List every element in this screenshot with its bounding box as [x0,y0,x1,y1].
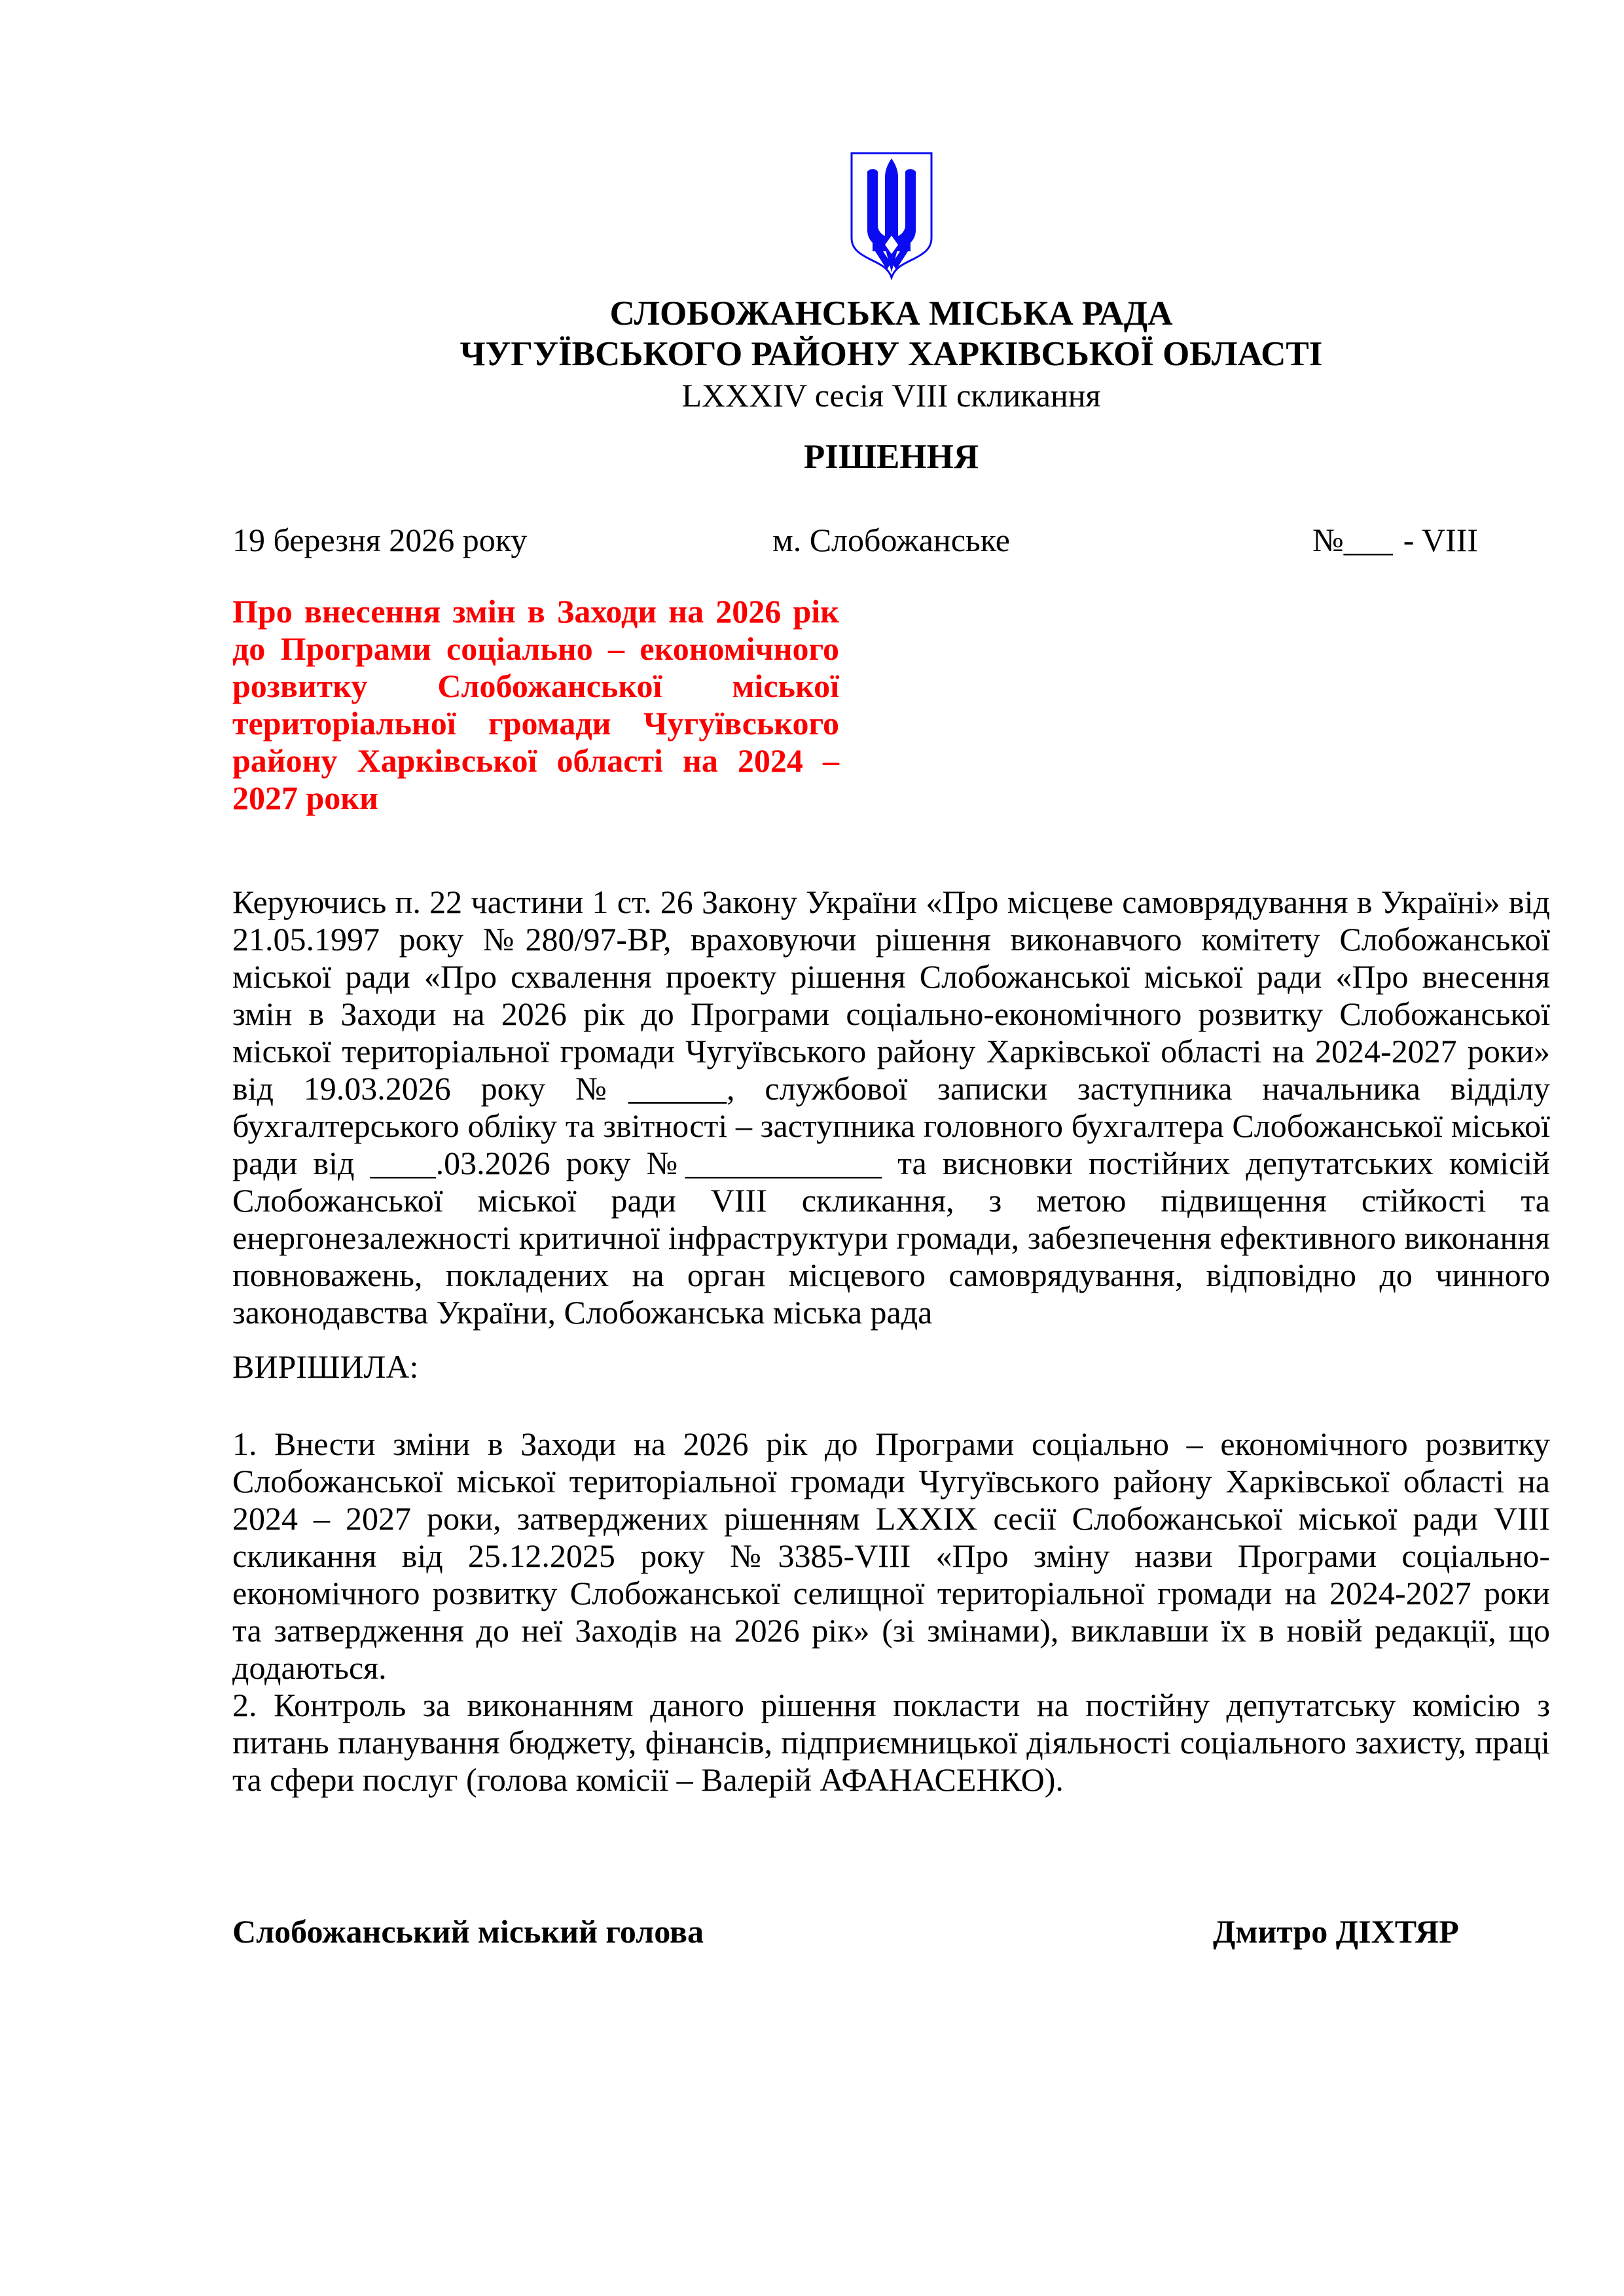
trident-glyph-icon [867,158,916,272]
signer-name: Дмитро ДІХТЯР [1213,1913,1459,1950]
subject-title: Про внесення змін в Заходи на 2026 рік до Програми соціально – економічного розвитку Слобожанської міської територіальної громади Чугуївського району Харківської області на 2024 – 2027 роки [232,593,839,816]
decision-item-1: 1. Внести зміни в Заходи на 2026 рік до Програми соціально – економічного розвитку Слобожанської міської територіальної громади Чугуївського району Харківської області на 2024 – 2027 роки, затверджених рішенням LXXIX сесії Слобожанської міської ради VIII скликання від 25.12.2025 року №3385-VIII «Про зміну назви Програми соціально-економічного розвитку Слобожанської селищної територіальної громади на 2024-2027 роки та затвердження до неї Заходів на 2026 рік» (зі змінами), виклавши їх в новій редакції, що додаються. [232,1426,1550,1686]
session-line: LXXXIV сесія VIII скликання [681,377,1101,414]
emblem-block [232,151,1550,285]
decision-items [232,1426,1550,1799]
ukraine-trident-icon [848,151,935,281]
number-blank-field: ___ [1343,522,1393,558]
resolved-word: ВИРІШИЛА: [232,1348,419,1385]
signature-row [232,1912,1550,1952]
organization-header [232,293,1550,415]
org-name-line-1: СЛОБОЖАНСЬКА МІСЬКА РАДА [609,295,1173,332]
signer-position: Слобожанський міський голова [232,1913,704,1950]
meta-row [232,521,1550,560]
org-name-line-2: ЧУГУЇВСЬКОГО РАЙОНУ ХАРКІВСЬКОЇ ОБЛАСТІ [460,335,1323,373]
number-session-suffix: - VIII [1403,522,1479,558]
preamble-paragraph: Керуючись п. 22 частини 1 ст. 26 Закону України «Про місцеве самоврядування в Україні» від 21.05.1997 року №280/97-ВР, враховуючи рішення виконавчого комітету Слобожанської міської ради «Про схвалення проекту рішення Слобожанської міської ради «Про внесення змін в Заходи на 2026 рік до Програми соціально-економічного розвитку Слобожанської міської територіальної громади Чугуївського району Харківської області на 2024-2027 роки» від 19.03.2026 року №______, службової записки заступника начальника відділу бухгалтерського обліку та звітності – заступника головного бухгалтера Слобожанської міської ради від ____.03.2026 року №____________ та висновки постійних депутатських комісій Слобожанської міської ради VIII скликання, з метою підвищення стійкості та енергонезалежності критичної інфраструктури громади, забезпечення ефективного виконання повноважень, покладених на орган місцевого самоврядування, відповідно до чинного законодавства України, Слобожанська міська рада [232,884,1550,1331]
document-place: м. Слобожанське [772,522,1010,558]
document-number [1312,521,1478,559]
document-type-title: РІШЕННЯ [803,438,979,476]
document-date: 19 березня 2026 року [232,522,528,558]
number-sign: № [1312,522,1344,558]
decision-item-2: 2. Контроль за виконанням даного рішення покласти на постійну депутатську комісію з питань планування бюджету, фінансів, підприємницької діяльності соціального захисту, праці та сфери послуг (голова комісії – Валерій АФАНАСЕНКО). [232,1687,1550,1798]
document-content [232,0,1550,2296]
